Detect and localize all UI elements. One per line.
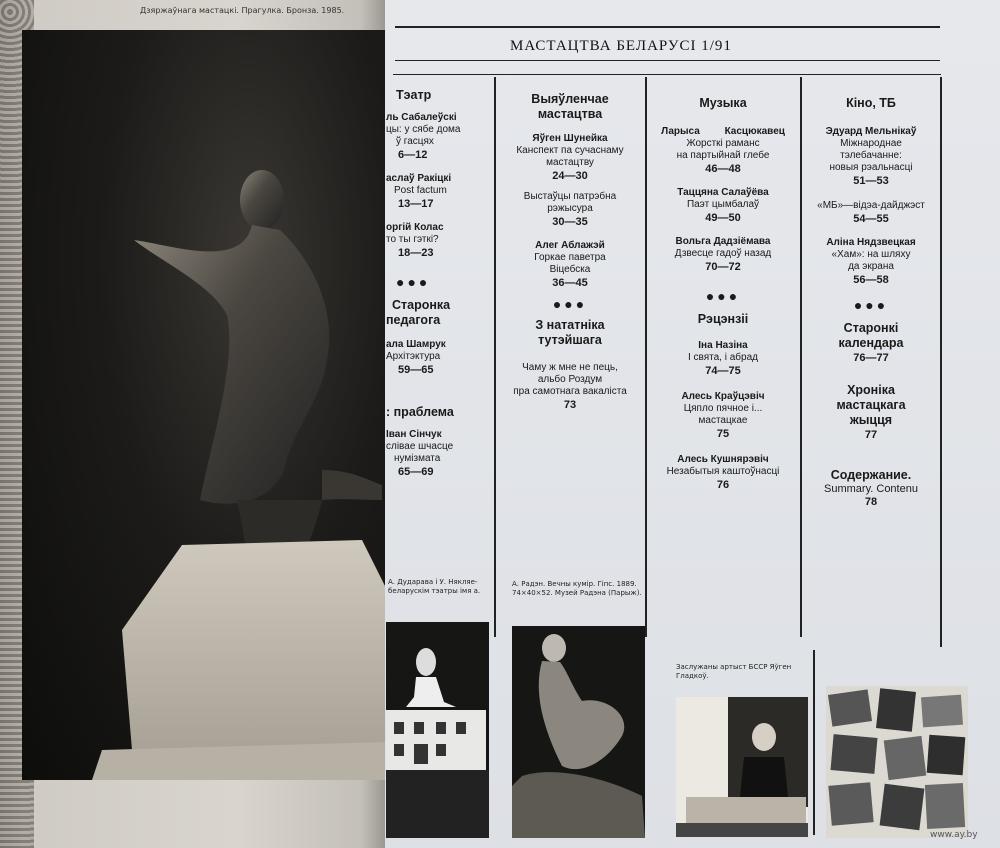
page-range: 24—30	[552, 170, 588, 182]
article-title: Канспект па сучаснаму	[516, 145, 624, 156]
section-heading: календара	[838, 336, 904, 350]
article-title: нумізмата	[394, 453, 441, 464]
left-page-caption: Дзяржаўнага мастацкі. Прагулка. Бронза. 1985.	[140, 6, 345, 15]
bronze-sculpture-illustration	[22, 30, 387, 780]
article-title: Паэт цымбалаў	[686, 199, 760, 210]
page-range: 54—55	[853, 213, 889, 225]
article-title: мастацтву	[546, 157, 594, 168]
article-title: Дзвесце гадоў назад	[674, 248, 772, 259]
article-title: Summary. Contenu	[824, 483, 918, 495]
theatre-photo-thumbnail	[386, 622, 489, 838]
section-divider-dots: ●●●	[552, 296, 588, 312]
article-title: «Хам»: на шляху	[831, 249, 911, 260]
photo-caption: А. Дударава і У. Някляе- беларускім тэатры імя а.	[388, 578, 481, 595]
section-heading: З нататніка	[535, 318, 605, 332]
section-divider-dots: ●●●	[853, 297, 889, 313]
section-heading: педагога	[386, 313, 441, 327]
column-divider	[494, 77, 496, 637]
author-name: Алесь Краўцэвіч	[681, 391, 765, 402]
page-range: 70—72	[705, 261, 741, 273]
contents-column-cinema-tv	[803, 96, 939, 509]
page-range: 18—23	[398, 247, 434, 259]
article-title: ў гасцях	[396, 136, 434, 147]
author-name: Таццяна Салаўёва	[677, 187, 769, 198]
article-title: Post factum	[394, 185, 447, 196]
page-range: 75	[716, 428, 730, 440]
section-heading: Старонкі	[843, 321, 899, 335]
section-heading: Рэцэнзіі	[697, 312, 749, 326]
page-range: 65—69	[398, 466, 434, 478]
page-range: 49—50	[705, 212, 741, 224]
article-title: Выстаўцы патрэбна	[523, 191, 617, 202]
column-divider	[813, 650, 815, 835]
article-title: цы: у сябе дома	[386, 124, 461, 135]
page-range: 30—35	[552, 216, 588, 228]
section-heading: Выяўленчае	[531, 92, 609, 106]
section-heading: Кіно, ТБ	[846, 96, 896, 110]
article-title: Жорсткі раманс	[686, 138, 760, 149]
article-title: сліваe шчасце	[386, 441, 454, 452]
page-range: 74—75	[705, 365, 741, 377]
column-divider	[800, 77, 802, 637]
article-title: пра самотнага вакаліста	[513, 386, 627, 397]
article-title: рэжысура	[547, 203, 593, 214]
article-title: на партыйнай глебе	[676, 150, 770, 161]
section-heading: мастацтва	[537, 107, 603, 121]
section-heading: Музыка	[699, 96, 747, 110]
section-heading: Старонка	[392, 298, 451, 312]
rodin-sculpture-thumbnail	[512, 626, 645, 838]
marble-sculpture-illustration	[512, 626, 645, 838]
section-heading: Тэатр	[396, 88, 432, 102]
watermark: www.ay.by	[930, 830, 978, 840]
page-range: 77	[864, 429, 878, 441]
contents-frame-top	[393, 74, 941, 75]
author-name: ль Сабалеўскі	[386, 112, 457, 123]
section-divider-dots: ●●●	[396, 274, 431, 290]
page-range: 73	[563, 399, 577, 411]
author-name: Вольга Дадзіёмава	[675, 236, 771, 247]
article-title: тэлебачанне:	[840, 150, 902, 161]
musician-illustration	[676, 697, 808, 837]
photo-caption: Заслужаны артыст БССР Яўген Гладкоў.	[676, 663, 792, 680]
author-name: Іна Назіна	[698, 340, 748, 351]
article-title: «МБ»—відэа-дайджэст	[817, 200, 925, 211]
article-title: Архітэктура	[386, 351, 441, 362]
article-title: Віцебска	[549, 264, 591, 275]
author-name: Эдуард Мельнікаў	[825, 126, 917, 137]
section-heading: Хроніка	[847, 383, 895, 397]
author-name: Алесь Кушнярэвіч	[677, 454, 769, 465]
section-heading: жыцця	[849, 413, 893, 427]
section-heading: : праблема	[386, 405, 454, 419]
author-name: Яўген Шунейка	[532, 133, 608, 144]
author-name: оргій Колас	[386, 222, 444, 233]
article-title: Міжнароднае	[840, 138, 902, 149]
article-title: мастацкае	[698, 415, 748, 426]
page-range: 59—65	[398, 364, 434, 376]
article-title: новыя рэальнасці	[829, 162, 913, 173]
article-title: альбо Роздум	[537, 374, 603, 385]
article-title: Незабытыя каштоўнасці	[666, 466, 780, 477]
article-title: Горкае паветра	[534, 252, 606, 263]
header-rule	[395, 26, 940, 28]
sculpture-photo	[22, 30, 387, 780]
author-name: Аліна Нядзвецкая	[826, 237, 916, 248]
author-name: Алег Аблажэй	[535, 240, 605, 251]
contents-column-theatre	[386, 88, 492, 479]
contents-column-visual-art	[497, 92, 643, 412]
author-name: аслаў Ракіцкі	[386, 173, 452, 184]
section-heading: мастацкага	[836, 398, 906, 412]
page-range: 6—12	[398, 149, 428, 161]
section-heading: тутэйшага	[538, 333, 602, 347]
theatre-building-illustration	[386, 622, 489, 838]
article-title: І свята, і абрад	[687, 352, 758, 363]
author-name: Іван Сінчук	[386, 429, 442, 440]
author-name: ала Шамрук	[386, 339, 446, 350]
article-title: да экрана	[848, 261, 894, 272]
page-range: 36—45	[552, 277, 588, 289]
page-range: 78	[864, 496, 878, 508]
section-divider-dots: ●●●	[705, 288, 741, 304]
section-heading: Содержание.	[830, 468, 912, 482]
column-divider	[940, 77, 942, 647]
article-title: Чаму ж мне не пець,	[522, 362, 618, 373]
photo-caption: А. Радэн. Вечны кумір. Гіпс. 1889. 74×40×52. Музей Радэна (Парыж).	[512, 580, 642, 597]
page-range: 76—77	[853, 352, 889, 364]
author-name: Ларыса Касцюкавец	[661, 126, 785, 137]
page-range: 46—48	[705, 163, 741, 175]
article-title: то ты гэткі?	[386, 234, 439, 245]
page-range: 13—17	[398, 198, 434, 210]
page-range: 76	[716, 479, 730, 491]
page-range: 51—53	[853, 175, 889, 187]
column-divider	[645, 77, 647, 637]
contents-column-music	[648, 96, 798, 492]
title-rule	[395, 60, 940, 61]
magazine-title: МАСТАЦТВА БЕЛАРУСІ 1/91	[510, 38, 732, 54]
musician-photo-thumbnail	[676, 697, 808, 837]
article-title: Цяпло пячное і...	[683, 403, 763, 414]
page-range: 56—58	[853, 274, 889, 286]
posters-collage-thumbnail	[826, 686, 968, 838]
calendar-posters-illustration	[826, 686, 968, 838]
